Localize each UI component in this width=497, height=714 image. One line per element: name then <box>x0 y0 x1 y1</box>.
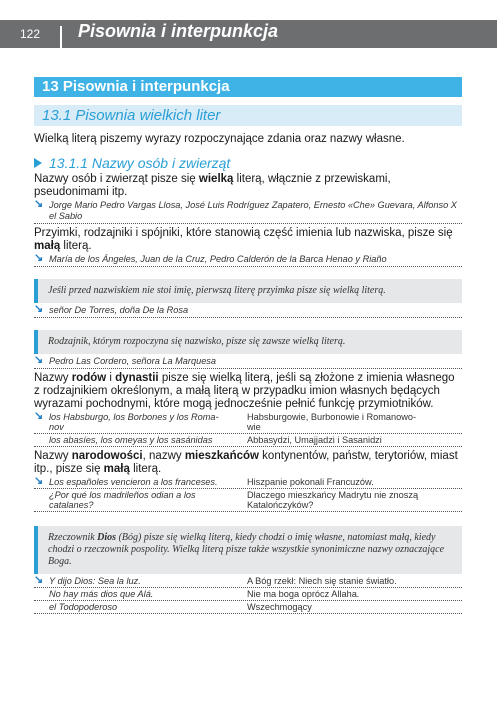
chapter-number: 13 <box>42 78 59 95</box>
arrow-down-right-icon: ↘ <box>34 574 44 586</box>
chapter-heading <box>34 77 462 97</box>
main-content <box>34 132 462 614</box>
example-line: ↘ Pedro Las Cordero, señora La Marquesa <box>34 355 462 369</box>
example-line: ↘ María de los Ángeles, Juan de la Cruz, Pedro Calderón de la Barca Henao y Riaño <box>34 253 462 267</box>
arrow-down-right-icon: ↘ <box>34 475 44 487</box>
example-line: ↘ Jorge Mario Pedro Vargas Llosa, José Luis Rodríguez Zapatero, Ernesto «Che» Guevara, Alfonso X el Sabio <box>34 199 462 224</box>
rule-paragraph-2: Przyimki, rodzajniki i spójniki, które stanowią część imienia lub nazwiska, pisze się małą literą. <box>34 227 453 252</box>
example-row: ↘ Y dijo Dios: Sea la luz. A Bóg rzekł: Niech się stanie światło. <box>34 575 462 588</box>
example-row: el Todopoderoso Wszechmogący <box>34 601 462 614</box>
section-title: Pisownia wielkich liter <box>75 107 221 124</box>
intro-text: Wielką literą piszemy wyrazy rozpoczynające zdania oraz nazwy własne. <box>34 133 405 145</box>
subsection-number: 13.1.1 <box>49 155 88 171</box>
arrow-down-right-icon: ↘ <box>34 354 44 366</box>
rule-paragraph-4: Nazwy narodowości, nazwy mieszkańców kontynentów, państw, terytoriów, miast itp., pisze się małą literą. <box>34 450 458 475</box>
triangle-right-icon <box>34 158 42 168</box>
arrow-down-right-icon: ↘ <box>34 303 44 315</box>
section-number: 13.1 <box>42 107 72 124</box>
example-line: ↘ señor De Torres, doña De la Rosa <box>34 304 462 318</box>
example-row: No hay más dios que Alá. Nie ma boga oprócz Allaha. <box>34 588 462 601</box>
arrow-down-right-icon: ↘ <box>34 252 44 264</box>
example-row: ¿Por qué los madrileños odian a los catalanes? Dlaczego mieszkańcy Madrytu nie znoszą Katalończyków? <box>34 489 462 512</box>
page-header <box>0 20 497 48</box>
rule-paragraph-1: Nazwy osób i zwierząt pisze się wielką literą, włącznie z przewiskami, pseudonimami itp. <box>34 173 391 198</box>
header-title: Pisownia i interpunkcja <box>78 21 279 41</box>
note-box: Rzeczownik Dios (Bóg) pisze się wielką literą, kiedy chodzi o imię własne, natomiast małą, kiedy chodzi o rzeczownik pospolity. Wielką literą pisze także wszystkie synonimiczne nazwy oznaczające Boga. <box>34 526 462 574</box>
chapter-title: Pisownia i interpunkcja <box>62 78 230 95</box>
subsection-title: Nazwy osób i zwierząt <box>91 155 231 171</box>
note-box: Rodzajnik, którym rozpoczyna się nazwisko, pisze się zawsze wielką literą. <box>34 330 462 354</box>
note-box: Jeśli przed nazwiskiem nie stoi imię, pierwszą literę przyimka pisze się wielką literą. <box>34 279 462 303</box>
arrow-down-right-icon: ↘ <box>34 198 44 210</box>
example-row: ↘ Los españoles vencieron a los franceses. Hiszpanie pokonali Francuzów. <box>34 476 462 489</box>
subsection-heading <box>34 155 462 172</box>
section-heading <box>34 105 462 126</box>
arrow-down-right-icon: ↘ <box>34 410 44 422</box>
rule-paragraph-3: Nazwy rodów i dynastii pisze się wielką literą, jeśli są złożone z imienia własnego z rodzajnikiem określonym, a małą literą w przypadku imion własnych będących wyrazami pochodnymi, które mogą jednocześnie pełnić funkcję przymiotników. <box>34 372 455 410</box>
page-number: 122 <box>20 27 41 41</box>
example-row: los abasíes, los omeyas y los sasánidas Abbasydzi, Umajjadzi i Sasanidzi <box>34 434 462 447</box>
example-row: ↘ los Habsburgo, los Borbones y los Roma- nov Habsburgowie, Burbonowie i Romanowo- wie <box>34 411 462 434</box>
header-divider <box>60 26 62 50</box>
